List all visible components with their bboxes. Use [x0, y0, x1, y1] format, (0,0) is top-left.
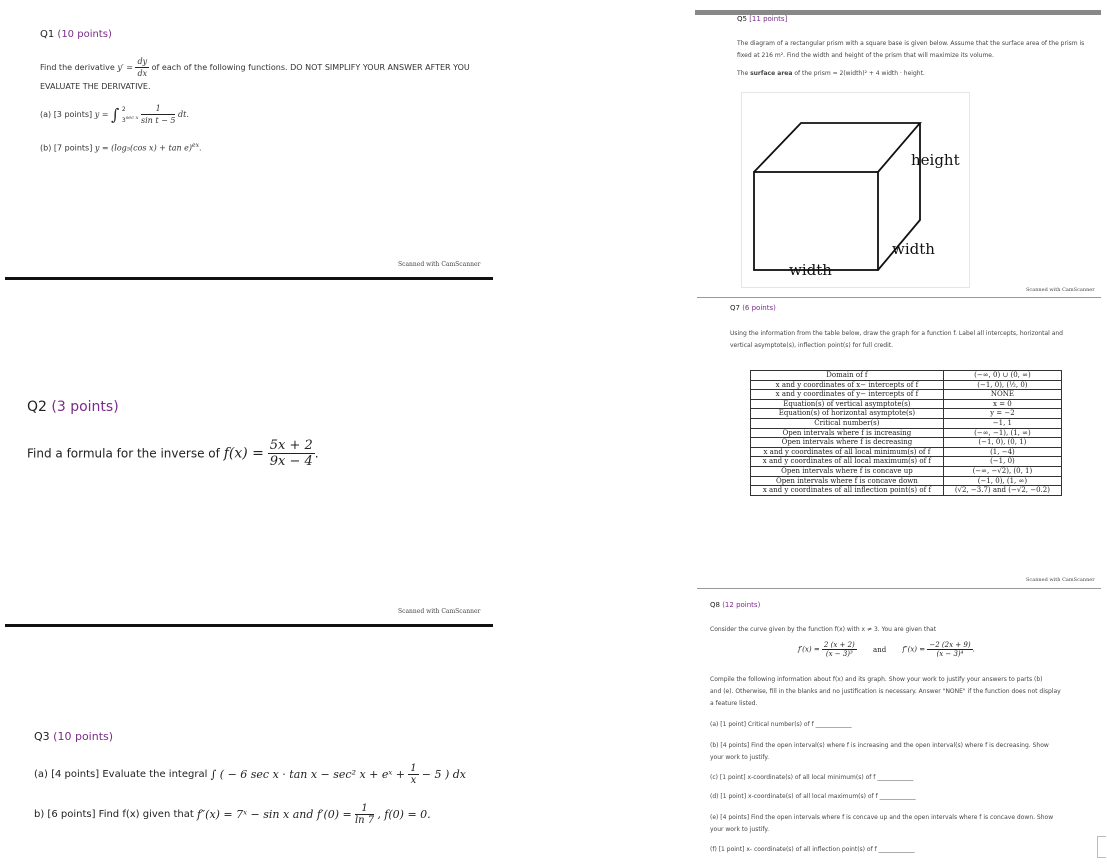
q7-line1: Using the information from the table below, draw the graph for a function f. Label all intercepts, horizontal and: [730, 330, 1063, 337]
q7-heading: [730, 304, 776, 312]
table-cell-value: (1, −4): [943, 447, 1061, 457]
q2-text: Find a formula for the inverse of: [27, 446, 220, 461]
q8-part-b-1: (b) [4 points] Find the open interval(s) where f is increasing and the open interval(s) where f is decreasing. Show: [710, 742, 1049, 749]
q2-num: 5x + 2: [269, 438, 313, 453]
prism-front-face: [754, 172, 878, 270]
q8-heading: [710, 601, 760, 609]
table-cell-label: x and y coordinates of y− intercepts of f: [751, 390, 944, 400]
q8-part-b-2: your work to justify.: [710, 754, 769, 761]
prism-label-width-bottom: width: [789, 261, 832, 279]
table-cell-label: Open intervals where f is decreasing: [751, 438, 944, 448]
table-cell-label: Equation(s) of vertical asymptote(s): [751, 399, 944, 409]
q1-points: (10 points): [57, 29, 112, 40]
q1-intro: [40, 56, 480, 92]
q1-intro-a: Find the derivative: [40, 63, 115, 72]
table-row: [751, 438, 1062, 448]
q8-fp-num: 2 (x + 2): [823, 641, 855, 649]
table-cell-value: (−∞, −√2), (0, 1): [943, 466, 1061, 476]
q8-fp-den: (x − 3)³: [825, 650, 853, 658]
prism-diagram-frame: [742, 93, 970, 288]
scan-footer-q7: Scanned with CamScanner: [1026, 577, 1095, 583]
table-row: [751, 380, 1062, 390]
table-row: [751, 390, 1062, 400]
q3-points: (10 points): [53, 730, 114, 743]
scan-footer-2: Scanned with CamScanner: [398, 608, 481, 615]
q7-line2: vertical asymptote(s), inflection point(s) for full credit.: [730, 342, 894, 349]
q8-part-e: [710, 812, 1090, 836]
table-cell-label: Critical number(s): [751, 418, 944, 428]
table-row: [751, 476, 1062, 486]
q5-line3c: of the prism = 2(width)² + 4 width · height.: [794, 70, 925, 77]
q7-info-table: [750, 370, 1062, 496]
q8-points: (12 points): [722, 601, 761, 609]
prism-top-face: [754, 123, 920, 172]
q3-part-b-tail: , f(0) = 0.: [377, 808, 431, 821]
scan-footer-q5: Scanned with CamScanner: [1026, 287, 1095, 293]
q3-part-a-text: (a) [4 points] Evaluate the integral: [34, 769, 208, 780]
table-row: [751, 486, 1062, 496]
scan-footer-1: Scanned with CamScanner: [398, 261, 481, 268]
page-divider-2: [5, 624, 493, 627]
q8-compile-2: and (e). Otherwise, fill in the blanks and no justification is necessary. Answer "NONE" if the function does not display: [710, 688, 1061, 695]
table-cell-value: (−1, 0), (1, ∞): [943, 476, 1061, 486]
q1-part-b-label: (b) [7 points]: [40, 143, 93, 153]
q1-part-a-lhs: y =: [94, 110, 109, 119]
q8-part-d: (d) [1 point] x-coordinate(s) of all local maximum(s) of f ____________: [710, 793, 916, 800]
q8-and: and: [873, 645, 887, 654]
q7-text: [730, 328, 1090, 352]
q2-heading: [27, 399, 119, 415]
q1-deriv-den: dx: [137, 69, 148, 78]
table-cell-label: x and y coordinates of x− intercepts of f: [751, 380, 944, 390]
q5-title: Q5: [737, 15, 747, 23]
q5-line1: The diagram of a rectangular prism with a square base is given below. Assume that the surface area of the prism is: [737, 40, 1085, 47]
q5-heading: [737, 15, 787, 23]
q3-part-a-frac: [408, 763, 418, 786]
q3-part-a: [34, 763, 466, 786]
table-cell-value: NONE: [943, 390, 1061, 400]
q2-den: 9x − 4: [269, 454, 313, 469]
q8-part-a: (a) [1 point] Critical number(s) of f ____________: [710, 721, 852, 728]
q2-points: (3 points): [51, 399, 119, 415]
q3-part-a-den: x: [410, 775, 417, 786]
q1-part-a-upper: 2: [121, 105, 126, 113]
table-row: [751, 457, 1062, 467]
table-cell-value: (√2, −3.7) and (−√2, −0.2): [943, 486, 1061, 496]
table-cell-label: Open intervals where f is concave up: [751, 466, 944, 476]
q1-part-b-exp: ex: [192, 142, 199, 149]
q1-part-b-expr: y = (log₅(cos x) + tan e): [94, 143, 193, 153]
page-divider-3: [697, 297, 1101, 298]
q8-part-c: (c) [1 point] x-coordinate(s) of all local minimum(s) of f ____________: [710, 774, 914, 781]
q1-deriv-frac: [135, 56, 149, 79]
table-cell-label: Equation(s) of horizontal asymptote(s): [751, 409, 944, 419]
q8-part-e-2: your work to justify.: [710, 826, 769, 833]
q1-deriv-num: dy: [137, 57, 148, 66]
table-row: [751, 428, 1062, 438]
q2-lhs: f(x) =: [223, 445, 264, 462]
q1-heading: [40, 29, 112, 40]
q8-compile-3: a feature listed.: [710, 700, 758, 707]
prism-label-width-side: width: [892, 240, 935, 258]
q8-fp-frac: [822, 641, 857, 658]
q3-part-b-expr: f″(x) = 7ˣ − sin x and f′(0) =: [196, 808, 352, 821]
q3-part-b: [34, 803, 431, 826]
table-row: [751, 418, 1062, 428]
q8-fp-lhs: f′(x) =: [798, 645, 820, 654]
q1-part-a-num: 1: [141, 103, 175, 115]
table-cell-label: x and y coordinates of all inflection point(s) of f: [751, 486, 944, 496]
q8-fpp-den: (x − 3)⁴: [936, 650, 964, 658]
q5-text: [737, 38, 1097, 80]
table-cell-label: x and y coordinates of all local maximum(s) of f: [751, 457, 944, 467]
q8-fpp-num: −2 (2x + 9): [929, 641, 971, 649]
q8-part-e-1: (e) [4 points] Find the open intervals where f is concave up and the open intervals where f is concave down. Show: [710, 814, 1054, 821]
page-divider-4: [697, 588, 1101, 589]
q1-part-a-limits: [122, 105, 139, 125]
q2-frac: [268, 438, 315, 469]
q3-part-a-num: 1: [410, 763, 417, 774]
q1-deriv-lhs: y′ =: [117, 63, 133, 72]
q1-part-b: [40, 140, 202, 154]
q1-intro-c: EVALUATE THE DERIVATIVE.: [40, 82, 151, 91]
q1-part-b-tail: .: [198, 143, 202, 153]
q1-integral-sign: ∫: [111, 105, 120, 124]
prism-diagram: [741, 92, 971, 288]
q7-points: (6 points): [742, 304, 776, 312]
table-cell-label: Open intervals where f is concave down: [751, 476, 944, 486]
q8-title: Q8: [710, 601, 720, 609]
q3-part-b-frac: [355, 803, 374, 826]
table-row: [751, 371, 1062, 381]
table-cell-value: x = 0: [943, 399, 1061, 409]
q8-intro: Consider the curve given by the function f(x) with x ≠ 3. You are given that: [710, 626, 937, 633]
table-cell-value: (−∞, 0) ∪ (0, ∞): [943, 371, 1061, 381]
q1-part-a-lower-sup: sec x: [125, 114, 139, 121]
q5-line3: [737, 68, 1097, 80]
q2-body: [27, 438, 319, 469]
table-cell-value: (−1, 0), (0, 1): [943, 438, 1061, 448]
q8-fpp-lhs: f″(x) =: [902, 645, 926, 654]
q5-line3b: surface area: [750, 70, 793, 77]
q3-part-b-num: 1: [355, 803, 374, 815]
q8-fpp-tail: .: [972, 645, 975, 654]
q1-part-a: [40, 103, 189, 126]
table-cell-value: −1, 1: [943, 418, 1061, 428]
q8-fpp-frac: [927, 641, 972, 658]
corner-mark: [1097, 836, 1106, 858]
q8-derivatives: [798, 641, 975, 658]
table-cell-label: Domain of f: [751, 371, 944, 381]
q1-part-a-tail: dt.: [178, 110, 189, 119]
table-row: [751, 447, 1062, 457]
q3-heading: [34, 730, 113, 743]
q7-table-wrap: [750, 370, 1062, 496]
q5-line3a: The: [737, 70, 749, 77]
q8-part-f: (f) [1 point] x- coordinate(s) of all inflection point(s) of f ____________: [710, 846, 915, 853]
q8-compile-1: Compile the following information about f(x) and its graph. Show your work to justify your answers to parts (b): [710, 676, 1043, 683]
table-row: [751, 409, 1062, 419]
q2-title: Q2: [27, 399, 47, 415]
table-cell-value: (−1, 0): [943, 457, 1061, 467]
q3-part-a-expr: ∫ ( − 6 sec x · tan x − sec² x + eˣ +: [210, 768, 406, 781]
table-cell-label: x and y coordinates of all local minimum(s) of f: [751, 447, 944, 457]
q3-part-a-tail: − 5 ) dx: [421, 768, 467, 781]
page-divider-1: [5, 277, 493, 280]
q1-part-a-den: sin t − 5: [141, 116, 176, 125]
table-cell-value: (−1, 0), (½, 0): [943, 380, 1061, 390]
table-cell-value: y = −2: [943, 409, 1061, 419]
table-cell-label: Open intervals where f is increasing: [751, 428, 944, 438]
q3-part-b-text: b) [6 points] Find f(x) given that: [34, 809, 194, 820]
table-cell-value: (−∞, −1), (1, ∞): [943, 428, 1061, 438]
table-row: [751, 466, 1062, 476]
q5-line2: fixed at 216 m². Find the width and height of the prism that will maximize its volume.: [737, 52, 994, 59]
q1-title: Q1: [40, 29, 55, 40]
q3-part-b-den: ln 7: [354, 815, 375, 826]
q8-part-b: [710, 740, 1090, 764]
q2-tail: .: [314, 446, 319, 461]
q1-part-a-lower: 3: [121, 116, 126, 124]
q1-intro-b: of each of the following functions. DO NOT SIMPLIFY YOUR ANSWER AFTER YOU: [151, 63, 470, 72]
q8-compile: [710, 674, 1090, 710]
q3-title: Q3: [34, 730, 50, 743]
table-row: [751, 399, 1062, 409]
q7-title: Q7: [730, 304, 740, 312]
q1-part-a-label: (a) [3 points]: [40, 110, 93, 119]
q5-points: [11 points]: [749, 15, 788, 23]
q1-part-a-frac: [141, 103, 175, 126]
prism-label-height: height: [911, 151, 960, 169]
